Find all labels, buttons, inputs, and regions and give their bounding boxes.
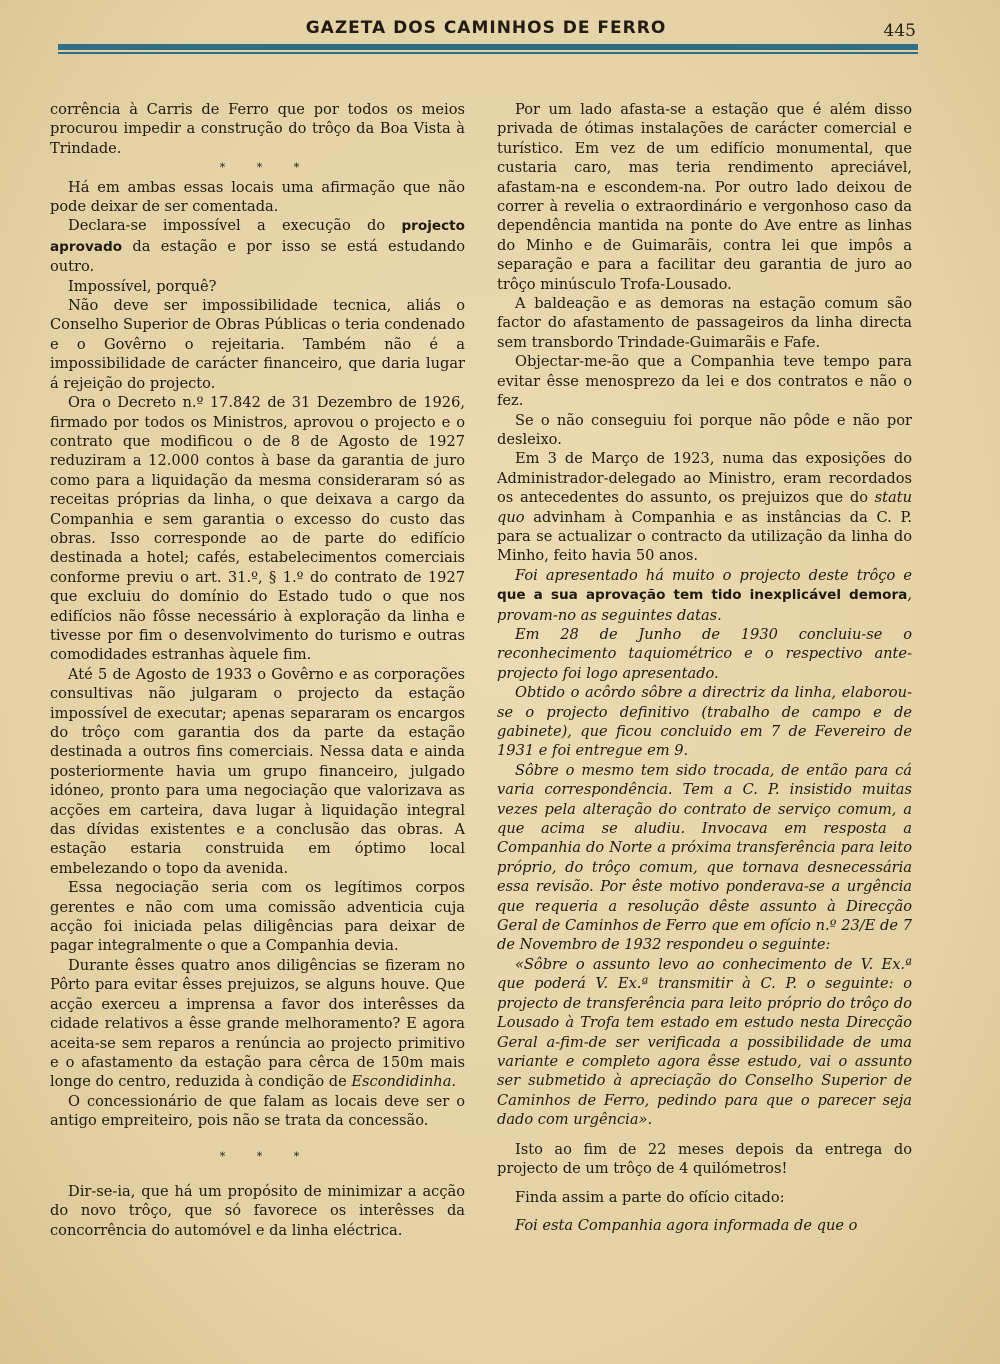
text-run: Declara-se impossível a execução do bbox=[68, 217, 402, 235]
page-number: 445 bbox=[883, 21, 916, 41]
paragraph: Isto ao fim de 22 meses depois da entrega do projecto de um trôço de 4 quilómetros! bbox=[497, 1140, 912, 1177]
paragraph bbox=[50, 956, 465, 1092]
paragraph bbox=[497, 566, 912, 625]
italic-text-run: Escondidinha bbox=[351, 1073, 452, 1091]
section-separator: * * * bbox=[219, 1149, 314, 1163]
section-separator: * * * bbox=[219, 161, 314, 175]
text-run: . bbox=[451, 1073, 457, 1091]
paragraph: Até 5 de Agosto de 1933 o Govêrno e as corporações consultivas não julgaram o projecto da estação impossível de executar; apenas separaram os encargos do trôço com garantia dos da parte da estação destinada a outros fins comerciais. Nessa data e ainda posteriormente havia um grupo financeiro, julgado idóneo, pronto para uma negociação que valorizava as acções em carteira, dava lugar à liquidação integral das dívidas existentes e a conclusão das obras. A estação estaria construida em óptimo local embelezando o topo da avenida. bbox=[50, 665, 465, 877]
header-rule-thick bbox=[58, 44, 918, 50]
paragraph bbox=[497, 449, 912, 565]
paragraph: Impossível, porquê? bbox=[68, 277, 217, 295]
text-run: , provam-no as seguintes datas. bbox=[497, 586, 912, 624]
paragraph: Por um lado afasta-se a estação que é além disso privada de ótimas instalações de carácter comercial e turístico. Em vez de um edifício monumental, que custaria caro, mas teria rendimento apreciável, afastam-na e escondem-na. Por outro lado deixou de correr à revelia o extraordinário e vergonhoso caso da dependência mantida na ponte do Ave entre as linhas do Minho e de Guimarãis, contra lei que impôs a separação e para a facilitar deu garantia de juro ao trôço minúsculo Trofa-Lousado. bbox=[497, 101, 912, 293]
paragraph: Finda assim a parte do ofício citado: bbox=[515, 1189, 785, 1207]
bold-text-run: que a sua aprovação tem tido inexplicável demora bbox=[497, 587, 908, 604]
journal-title: GAZETA DOS CAMINHOS DE FERRO bbox=[305, 18, 667, 38]
quoted-paragraph: «Sôbre o assunto levo ao conhecimento de V. Ex.ª que poderá V. Ex.ª transmitir à C. P. o seguinte: o projecto de transferência para leito próprio do trôço do Lousado à Trofa tem estado em estudo nesta Direcção Geral a-fim-de ser verificada a possibilidade de uma variante e completo agora êsse estudo, vai o assunto ser submetido à apreciação do Conselho Superior de Caminhos de Ferro, pedindo para que o parecer seja dado com urgência». bbox=[497, 955, 912, 1129]
paragraph: Obtido o acôrdo sôbre a directriz da linha, elaborou-se o projecto definitivo (trabalho de campo e de gabinete), que ficou concluido em 7 de Fevereiro de 1931 e foi entregue em 9. bbox=[497, 684, 912, 760]
paragraph: O concessionário de que falam as locais deve ser o antigo empreiteiro, pois não se trata da concessão. bbox=[50, 1092, 465, 1130]
text-run: Durante êsses quatro anos diligências se fizeram no Pôrto para evitar êsses prejuizos, se alguns houve. Que acção exerceu a imprensa a favor dos interêsses da cidade relativos a êsse grande melhoramento? E agora aceita-se sem reparos a renúncia ao projecto primitivo e o afastamento da estação para cêrca de 150m mais longe do centro, reduzida à condição de bbox=[50, 956, 465, 1091]
paragraph: Em 28 de Junho de 1930 concluiu-se o reconhecimento taquiométrico e o respectivo ante-projecto foi logo apresentado. bbox=[497, 625, 912, 682]
left-column bbox=[50, 100, 465, 1240]
paragraph: Foi esta Companhia agora informada de que o bbox=[515, 1216, 858, 1234]
right-column bbox=[497, 100, 912, 1235]
paragraph: Essa negociação seria com os legítimos corpos gerentes e não com uma comissão adventicia cuja acção foi iniciada pelas diligências para deixar de pagar integralmente o que a Companhia devia. bbox=[50, 879, 465, 955]
paragraph bbox=[50, 216, 465, 276]
paragraph: Não deve ser impossibilidade tecnica, aliás o Conselho Superior de Obras Públicas o teria condenado e o Govêrno o rejeitaria. Também não é a impossibilidade de carácter financeiro, que daria lugar á rejeição do projecto. bbox=[50, 297, 465, 392]
text-run: advinham à Companhia e as instâncias da C. P. para se actualizar o contracto da utilização da linha do Minho, feito havia 50 anos. bbox=[497, 508, 912, 565]
text-run: da estação e por isso se está estudando outro. bbox=[50, 237, 465, 276]
paragraph: Ora o Decreto n.º 17.842 de 31 Dezembro de 1926, firmado por todos os Ministros, aprovou o projecto e o contrato que modificou o de 8 de Agosto de 1927 reduziram a 12.000 contos à base da garantia de juro como para a liquidação da mesma consideraram só as receitas próprias da linha, o que deixava a cargo da Companhia e sem garantia o excesso do custo das obras. Isso corresponde ao de parte do edifício destinada a hotel; cafés, estabelecimentos comerciais conforme previu o art. 31.º, § 1.º do contrato de 1927 que excluiu do domínio do Estado tudo o que nos edifícios não fôsse necessário à exploração da linha e tivesse por fim o desenvolvimento do turismo e outras comodidades estranhas àquele fim. bbox=[50, 394, 465, 664]
header-rule-thin bbox=[58, 52, 918, 54]
paragraph: Dir-se-ia, que há um propósito de minimizar a acção do novo trôço, que só favorece os interêsses da concorrência do automóvel e da linha eléctrica. bbox=[50, 1182, 465, 1239]
paragraph: Sôbre o mesmo tem sido trocada, de então para cá varia correspondência. Tem a C. P. insistido muitas vezes pela alteração do contrato de serviço comum, a que acima se aludiu. Invocava em resposta a Companhia do Norte a próxima transferência para leito próprio, do trôço comum, que tornava desnecessária essa revisão. Por êste motivo ponderava-se a urgência que requeria a resolução dêste assunto à Direcção Geral de Caminhos de Ferro que em ofício n.º 23/E de 7 de Novembro de 1932 respondeu o seguinte: bbox=[497, 761, 912, 954]
paragraph: Se o não conseguiu foi porque não pôde e não por desleixo. bbox=[497, 411, 912, 448]
italic-text-run: statu quo bbox=[497, 489, 912, 526]
paragraph: Há em ambas essas locais uma afirmação que não pode deixar de ser comentada. bbox=[50, 178, 465, 216]
paragraph: A baldeação e as demoras na estação comum são factor do afastamento de passageiros da linha directa sem transbordo Trindade-Guimarãis e Fafe. bbox=[497, 295, 912, 351]
page-header bbox=[56, 12, 916, 42]
text-run: Foi apresentado há muito o projecto deste trôço e bbox=[515, 566, 912, 584]
paragraph: Objectar-me-ão que a Companhia teve tempo para evitar êsse menosprezo da lei e dos contratos e não o fez. bbox=[497, 353, 912, 410]
text-run: Em 3 de Março de 1923, numa das exposições do Administrador-delegado ao Ministro, eram recordados os antecedentes do assunto, os prejuizos que do bbox=[497, 450, 912, 507]
paragraph: corrência à Carris de Ferro que por todos os meios procurou impedir a construção do trôço da Boa Vista à Trindade. bbox=[50, 101, 465, 157]
bold-text-run: projecto aprovado bbox=[50, 218, 465, 255]
